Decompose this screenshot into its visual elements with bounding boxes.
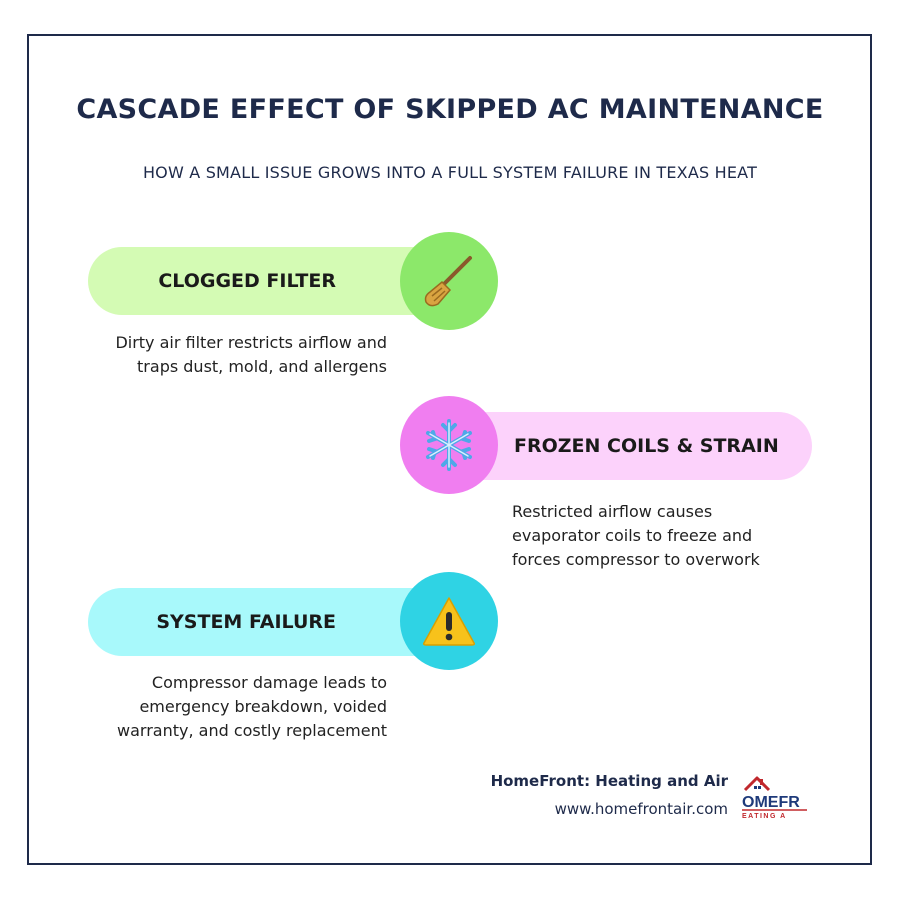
step-2-label: FROZEN COILS & STRAIN <box>514 435 779 457</box>
homefront-logo <box>741 768 809 820</box>
svg-text:OMEFR: OMEFR <box>742 794 800 811</box>
step-1-circle <box>400 232 498 330</box>
step-3-description: Compressor damage leads to emergency breakdown, voided warranty, and costly replacement <box>117 673 387 740</box>
step-1-label: CLOGGED FILTER <box>158 270 336 292</box>
warning-icon <box>421 595 477 647</box>
snowflake-icon <box>421 417 477 473</box>
broom-icon <box>420 252 478 310</box>
step-1-description: Dirty air filter restricts airflow and traps dust, mold, and allergens <box>115 333 387 376</box>
step-1-pill <box>88 247 448 315</box>
step-2-description: Restricted airflow causes evaporator coils to freeze and forces compressor to overwork <box>512 502 760 569</box>
page-title: CASCADE EFFECT OF SKIPPED AC MAINTENANCE <box>76 94 824 125</box>
step-3-circle <box>400 572 498 670</box>
step-3-label: SYSTEM FAILURE <box>156 611 336 633</box>
brand-url[interactable]: www.homefrontair.com <box>554 800 728 818</box>
svg-text:EATING A: EATING A <box>742 813 787 820</box>
page-subtitle: HOW A SMALL ISSUE GROWS INTO A FULL SYSTEM FAILURE IN TEXAS HEAT <box>142 163 758 182</box>
step-2-pill <box>448 412 812 480</box>
brand-name: HomeFront: Heating and Air <box>490 772 728 790</box>
step-2-circle <box>400 396 498 494</box>
step-3-pill <box>88 588 448 656</box>
